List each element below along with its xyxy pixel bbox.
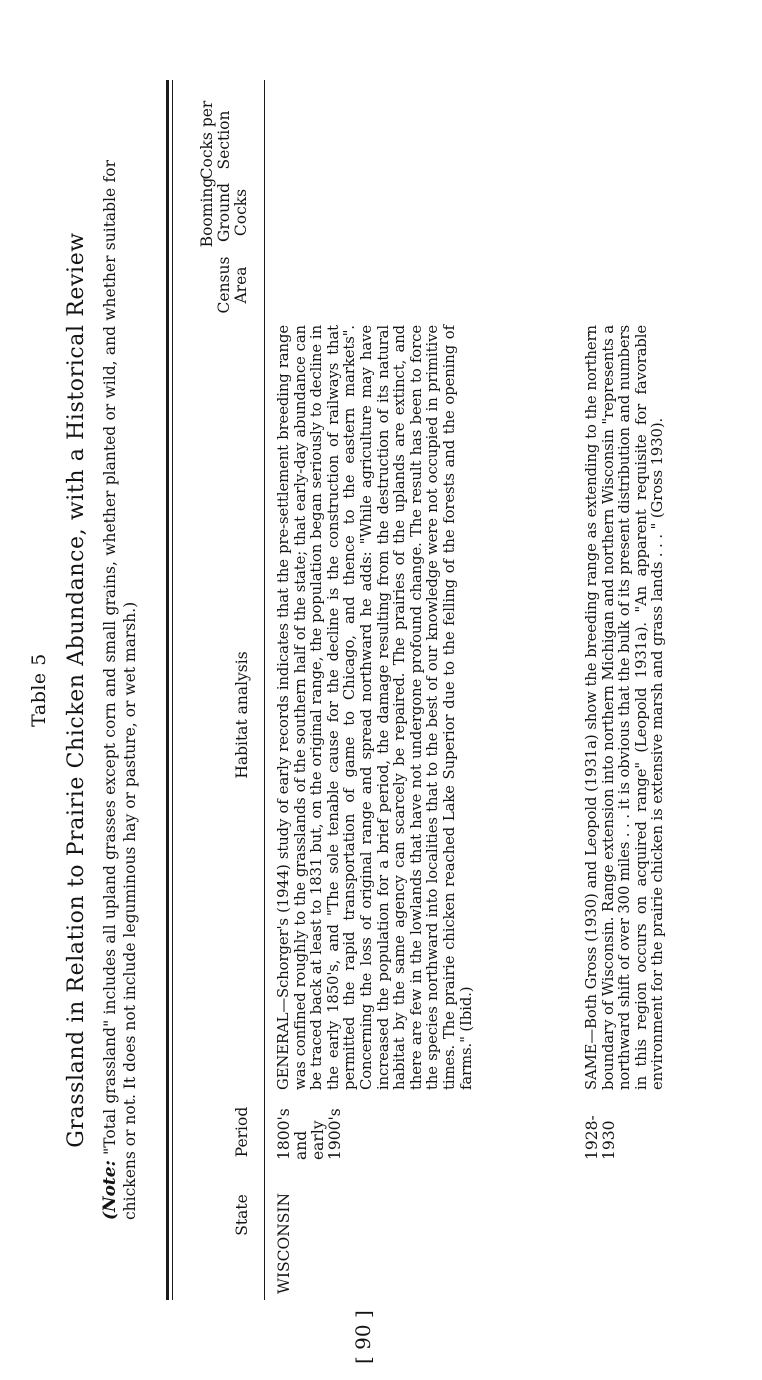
- header-period: Period: [233, 1106, 251, 1158]
- top-rule-thin: [172, 80, 173, 1300]
- header-booming-ground-cocks: Booming Ground Cocks: [198, 177, 250, 248]
- top-double-rule: [166, 80, 169, 1300]
- page-number: [ 90 ]: [351, 1310, 375, 1364]
- header-state: State: [233, 1194, 251, 1236]
- note-lead: (Note:: [100, 1160, 120, 1220]
- row-1-state: WISCONSIN: [275, 1192, 293, 1294]
- header-cocks-per-section: Cocks per Section: [198, 100, 233, 180]
- row-1-habitat: GENERAL—Schorger's (1944) study of early records indicates that the pre-settlement breeding range was confined roughly to the grasslands of the southern half of the state; that early-day abundance can be traced back at least to 1831 but, on the original range, the population began seriously to decline in the early 1850's, and "The sole tenable cause for the decline is the construction of railways that permitted the rapid transportation of game to Chicago, and thence to the eastern markets". Concerning the loss of original range and spread northward he adds: "While agriculture may have increased the population for a brief period, the damage resulting from the destruction of its natural habitat by the same agency can scarcely be repaired. The prairies of the uplands are extinct, and there are few in the lowlands that have not undergone profound change. The result has been to force the species northward into localities that to the best of our knowledge were not occupied in primitive times. The prairie chicken reached Lake Superior due to the felling of the forests and the opening of farms." (Ibid.): [275, 325, 475, 1090]
- table-title: Grassland in Relation to Prairie Chicken Abundance, with a Historical Review: [64, 232, 89, 1148]
- header-census-area: Census Area: [215, 256, 250, 314]
- row-2-period: 1928-1930: [583, 1115, 618, 1160]
- note-body: "Total grassland" includes all upland grasses except corn and small grains, whether planted or wild, and whether suitable for chickens or not. It does not include leguminous hay or pasture, or wet marsh.): [101, 160, 139, 1220]
- row-2-habitat: SAME—Both Gross (1930) and Leopold (1931a) show the breeding range as extending to the northern boundary of Wisconsin. Range extension into northern Michigan and northern Wisconsin "represents a northward shift of over 300 miles . . . it is obvious that the bulk of its present distribution and numbers in this region occurs on acquired range" (Leopold 1931a). "An apparent requisite for favorable environment for the prairie chicken is extensive marsh and grass lands . . . " (Gross 1930).: [583, 325, 667, 1090]
- table-label: Table 5: [28, 653, 50, 727]
- header-habitat: Habitat analysis: [233, 651, 251, 779]
- header-rule: [264, 80, 265, 1300]
- row-1-period: 1800's and early 1900's: [275, 1108, 344, 1160]
- table-note: [100, 160, 140, 1220]
